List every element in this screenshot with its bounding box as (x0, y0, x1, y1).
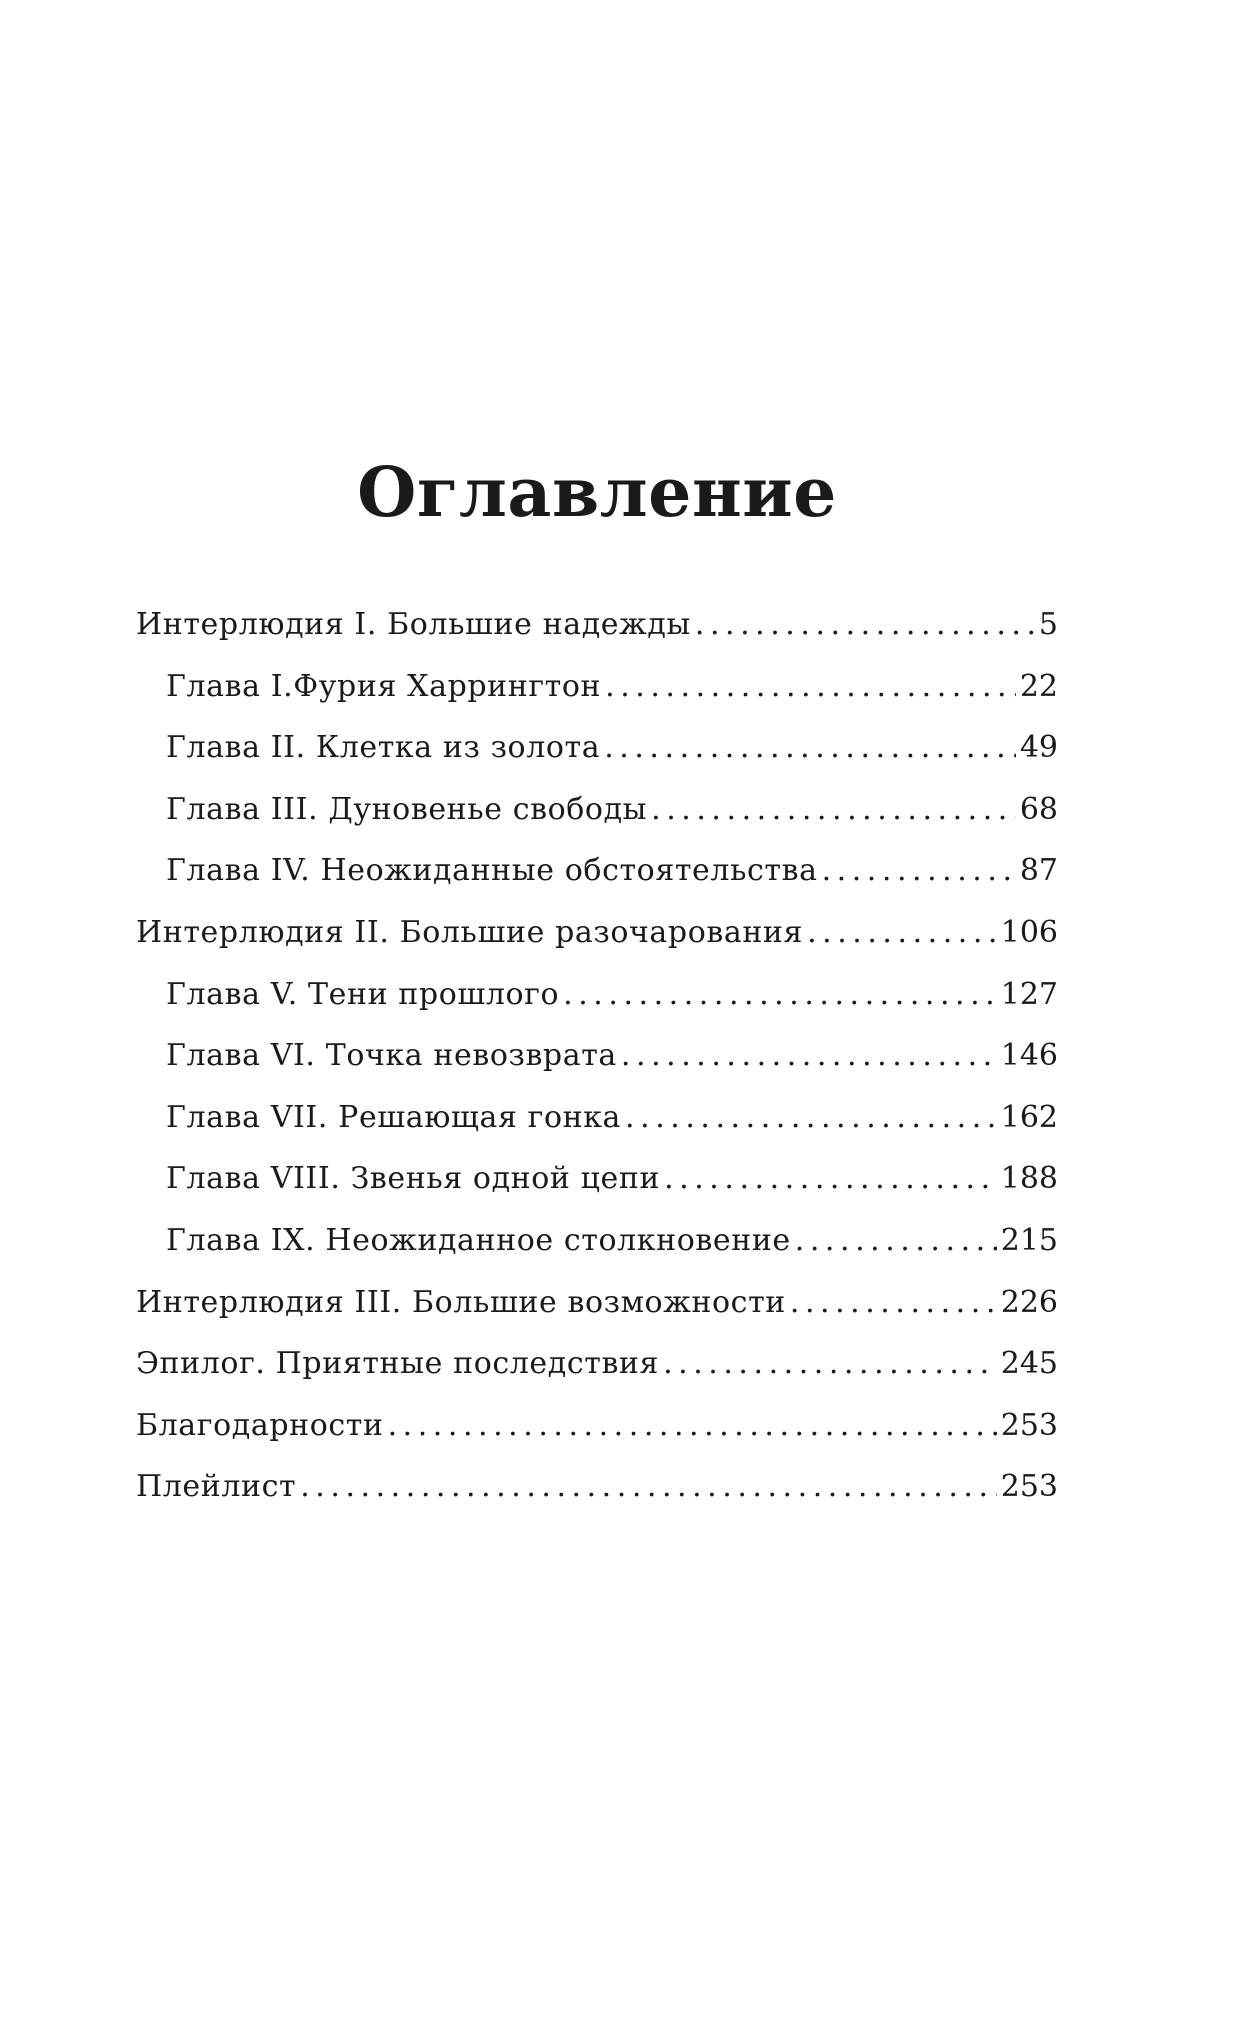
toc-entry-page: 245 (1000, 1346, 1058, 1382)
toc-entry-label: Глава VII. Решающая гонка (166, 1099, 622, 1135)
toc-entry-label: Интерлюдия II. Большие разочарования (136, 914, 804, 950)
toc-entry-label: Глава I.Фурия Харрингтон (166, 668, 602, 704)
toc-entry-page: 5 (1038, 607, 1058, 642)
dot-leader (790, 1272, 997, 1334)
toc-entry (136, 1456, 1058, 1518)
dot-leader (388, 1395, 997, 1457)
toc-entry-label: Глава V. Тени прошлого (166, 976, 560, 1012)
toc-entry (136, 840, 1058, 902)
dot-leader (621, 1025, 997, 1087)
toc-entry-label: Глава II. Клетка из золота (166, 730, 601, 766)
toc-entry (136, 594, 1058, 656)
toc-title: Оглавление (357, 453, 837, 533)
toc-entry-page: 68 (1019, 791, 1058, 827)
toc-entry-page: 215 (1000, 1222, 1058, 1258)
toc-entry-label: Интерлюдия I. Большие надежды (136, 607, 691, 642)
dot-leader (300, 1456, 997, 1518)
dot-leader (795, 1210, 997, 1272)
toc-entry (136, 1333, 1058, 1395)
toc-entry-label: Глава III. Дуновенье свободы (166, 791, 648, 827)
dot-leader (664, 1148, 997, 1210)
toc-list (136, 594, 1058, 1518)
dot-leader (695, 594, 1035, 656)
toc-entry-page: 49 (1019, 730, 1058, 766)
toc-entry-label: Плейлист (136, 1469, 297, 1505)
toc-entry-page: 188 (1000, 1161, 1058, 1197)
toc-entry-label: Глава VIII. Звенья одной цепи (166, 1161, 661, 1197)
toc-entry (136, 1395, 1058, 1457)
toc-entry-label: Благодарности (136, 1407, 384, 1443)
toc-entry (136, 779, 1058, 841)
toc-entry-page: 226 (1000, 1284, 1058, 1320)
dot-leader (663, 1333, 997, 1395)
toc-entry-label: Глава VI. Точка невозврата (166, 1038, 617, 1074)
toc-entry (136, 1087, 1058, 1149)
toc-entry (136, 902, 1058, 964)
toc-entry-label: Глава IX. Неожиданное столкновение (166, 1222, 791, 1258)
dot-leader (563, 964, 997, 1026)
toc-entry (136, 1272, 1058, 1334)
dot-leader (822, 840, 1016, 902)
toc-entry (136, 1148, 1058, 1210)
toc-entry-page: 146 (1000, 1038, 1058, 1074)
toc-entry (136, 1025, 1058, 1087)
toc-entry-page: 22 (1019, 668, 1058, 704)
toc-entry-page: 253 (1000, 1469, 1058, 1505)
dot-leader (625, 1087, 997, 1149)
toc-entry (136, 717, 1058, 779)
dot-leader (807, 902, 997, 964)
toc-entry-page: 87 (1019, 853, 1058, 889)
toc-entry-page: 127 (1000, 976, 1058, 1012)
toc-entry (136, 1210, 1058, 1272)
dot-leader (604, 717, 1016, 779)
toc-entry (136, 656, 1058, 718)
toc-entry-page: 253 (1000, 1407, 1058, 1443)
toc-entry-page: 106 (1000, 914, 1058, 950)
toc-entry-label: Эпилог. Приятные последствия (136, 1346, 660, 1382)
toc-entry (136, 964, 1058, 1026)
toc-entry-label: Глава IV. Неожиданные обстоятельства (166, 853, 818, 889)
toc-entry-label: Интерлюдия III. Большие возможности (136, 1284, 786, 1320)
dot-leader (651, 779, 1016, 841)
dot-leader (605, 656, 1016, 718)
toc-entry-page: 162 (1000, 1099, 1058, 1135)
